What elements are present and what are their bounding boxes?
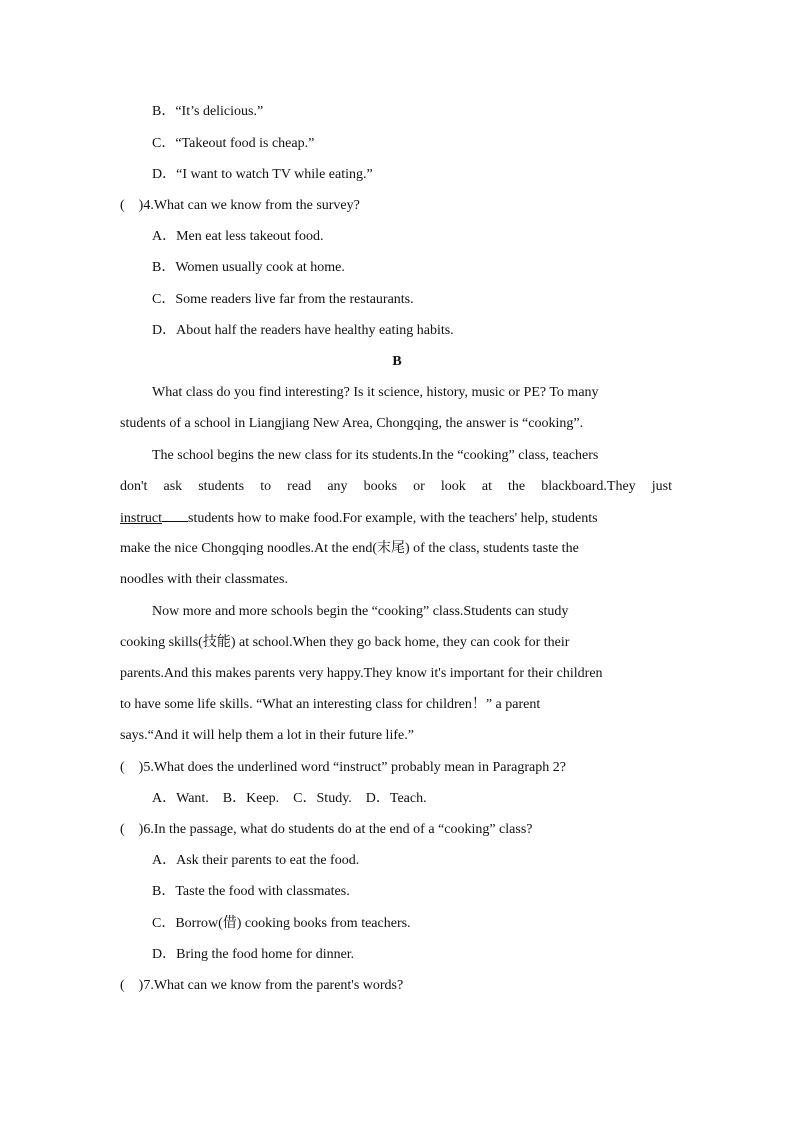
passage-p3-line2: cooking skills(技能) at school.When they go back home, they can cook for their (120, 635, 570, 650)
underlined-word-instruct: instruct (120, 511, 162, 526)
underline-blank (162, 509, 188, 522)
q5-stem: ( )5.What does the underlined word “instruct” probably mean in Paragraph 2? (120, 760, 566, 775)
passage-p2-line3-rest: students how to make food.For example, with the teachers' help, students (188, 511, 598, 526)
passage-p3-line5: says.“And it will help them a lot in their future life.” (120, 728, 414, 743)
passage-p3-line3: parents.And this makes parents very happy.They know it's important for their children (120, 666, 603, 681)
passage-p2-line1: The school begins the new class for its students.In the “cooking” class, teachers (152, 448, 599, 463)
q3-option-d: D．“I want to watch TV while eating.” (152, 167, 373, 182)
q4-option-c: C．Some readers live far from the restaurants. (152, 292, 414, 307)
passage-p2-line4: make the nice Chongqing noodles.At the end(末尾) of the class, students taste the (120, 541, 579, 556)
q3-option-b: B．“It’s delicious.” (152, 104, 264, 119)
passage-p3-line4: to have some life skills. “What an interesting class for children！” a parent (120, 697, 541, 712)
q4-option-b: B．Women usually cook at home. (152, 260, 345, 275)
q6-option-b: B．Taste the food with classmates. (152, 884, 350, 899)
q4-option-a: A．Men eat less takeout food. (152, 229, 324, 244)
q6-option-d: D．Bring the food home for dinner. (152, 947, 355, 962)
q6-option-a: A．Ask their parents to eat the food. (152, 853, 360, 868)
q4-stem: ( )4.What can we know from the survey? (120, 198, 360, 213)
q5-options: A．Want. B．Keep. C．Study. D．Teach. (152, 791, 427, 806)
passage-p1-line1: What class do you find interesting? Is it science, history, music or PE? To many (152, 385, 599, 400)
passage-p1-line2: students of a school in Liangjiang New Area, Chongqing, the answer is “cooking”. (120, 416, 584, 431)
passage-p2-line5: noodles with their classmates. (120, 572, 288, 587)
passage-p2-line3 (120, 509, 598, 528)
section-b-title: B (392, 354, 402, 369)
q4-option-d: D．About half the readers have healthy eating habits. (152, 323, 454, 338)
q7-stem: ( )7.What can we know from the parent's words? (120, 978, 404, 993)
q6-option-c: C．Borrow(借) cooking books from teachers. (152, 916, 411, 931)
passage-p2-line2: don't ask students to read any books or look at the blackboard.They just (120, 479, 672, 494)
q3-option-c: C．“Takeout food is cheap.” (152, 136, 315, 151)
passage-p3-line1: Now more and more schools begin the “cooking” class.Students can study (152, 604, 569, 619)
q6-stem: ( )6.In the passage, what do students do at the end of a “cooking” class? (120, 822, 533, 837)
